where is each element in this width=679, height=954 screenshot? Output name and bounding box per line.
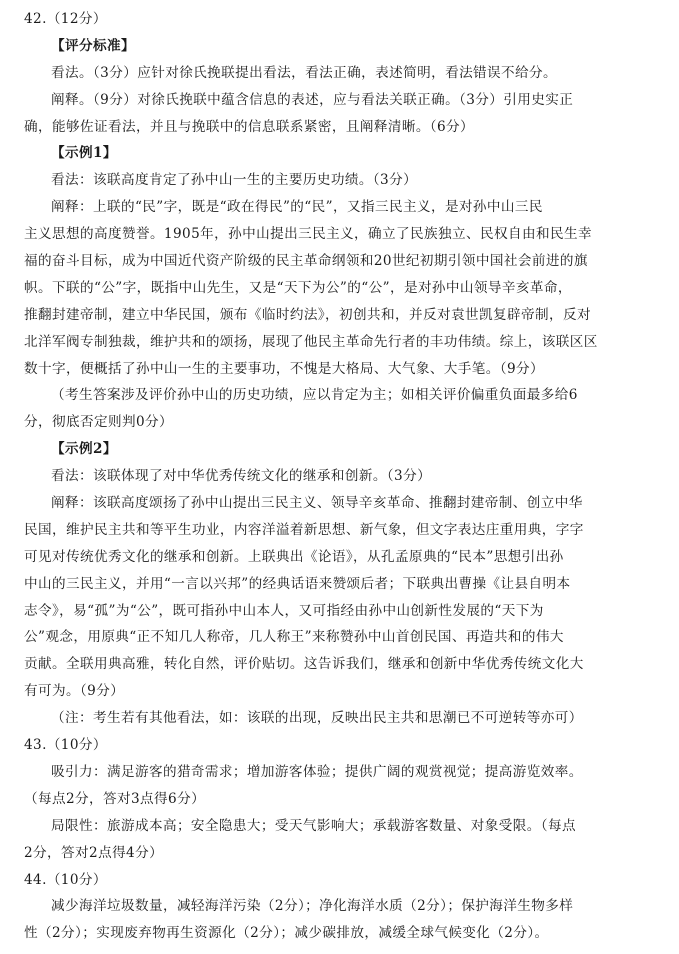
example-1-heading: 【示例1】 [51, 145, 117, 162]
example-1-explanation-line-2: 主义思想的高度赞誉。1905年，孙中山提出三民主义，确立了民族独立、民权自由和民生幸 [24, 226, 592, 243]
example-1-note-line-2: 分，彻底否定则判0分） [24, 414, 173, 431]
example-1-explanation-line-3: 福的奋斗目标，成为中国近代资产阶级的民主革命纲领和20世纪初期引领中国社会前进的旗 [24, 253, 588, 270]
question-43-heading: 43.（10分） [24, 737, 107, 754]
example-2-explanation-line-1: 阐释：该联高度颂扬了孙中山提出三民主义、领导辛亥革命、推翻封建帝制、创立中华 [51, 495, 583, 512]
question-43-attraction-line-2: （每点2分，答对3点得6分） [24, 790, 206, 807]
example-1-explanation-line-7: 数十字，便概括了孙中山一生的主要事功，不愧是大格局、大气象、大手笔。（9分） [24, 360, 545, 377]
question-43-limitation-line-2: 2分，答对2点得4分） [24, 844, 164, 861]
question-43-limitation-line-1: 局限性：旅游成本高；安全隐患大；受天气影响大；承载游客数量、对象受限。（每点 [51, 817, 576, 834]
example-1-explanation-line-1: 阐释：上联的“民”字，既是“政在得民”的“民”，又指三民主义，是对孙中山三民 [51, 199, 543, 216]
example-2-explanation-line-2: 民国，维护民主共和等平生功业，内容洋溢着新思想、新气象，但文字表达庄重用典，字字 [24, 521, 584, 538]
question-44-heading: 44.（10分） [24, 871, 107, 888]
question-43-attraction-line-1: 吸引力：满足游客的猎奇需求；增加游客体验；提供广阔的观赏视觉；提高游览效率。 [51, 763, 583, 780]
example-2-explanation-line-8: 有可为。（9分） [24, 683, 125, 700]
example-2-explanation-line-4: 中山的三民主义，并用“一言以兴邦”的经典话语来赞颂后者；下联典出曹操《让县自明本 [24, 575, 571, 592]
example-2-view: 看法：该联体现了对中华优秀传统文化的继承和创新。（3分） [51, 468, 432, 485]
example-2-explanation-line-3: 可见对传统优秀文化的继承和创新。上联典出《论语》，从孔孟原典的“民本”思想引出孙 [24, 548, 564, 565]
example-2-heading: 【示例2】 [51, 441, 117, 458]
question-44-answer-line-1: 减少海洋垃圾数量，减轻海洋污染（2分）；净化海洋水质（2分）；保护海洋生物多样 [51, 898, 574, 915]
example-2-explanation-line-7: 贡献。全联用典高雅，转化自然，评价贴切。这告诉我们，继承和创新中华优秀传统文化大 [24, 656, 584, 673]
example-1-note-line-1: （考生答案涉及评价孙中山的历史功绩，应以肯定为主；如相关评价偏重负面最多给6 [51, 387, 578, 404]
criteria-explanation-line-1: 阐释。（9分）对徐氏挽联中蕴含信息的表述，应与看法关联正确。（3分）引用史实正 [51, 91, 574, 108]
scoring-criteria-heading: 【评分标准】 [51, 37, 135, 54]
question-44-answer-line-2: 性（2分）；实现废弃物再生资源化（2分）；减少碳排放，减缓全球气候变化（2分）。 [24, 925, 549, 942]
question-42-heading: 42.（12分） [24, 11, 107, 27]
criteria-view-line: 看法。（3分）应针对徐氏挽联提出看法，看法正确，表述简明，看法错误不给分。 [51, 64, 558, 81]
example-1-view: 看法：该联高度肯定了孙中山一生的主要历史功绩。（3分） [51, 172, 418, 189]
example-1-explanation-line-4: 帜。下联的“公”字，既指中山先生，又是“天下为公”的“公”，是对孙中山领导辛亥革命， [24, 279, 572, 296]
example-2-explanation-line-5: 志令》，易“孤”为“公”，既可指孙中山本人，又可指经由孙中山创新性发展的“天下为 [24, 602, 544, 619]
example-1-explanation-line-5: 推翻封建帝制，建立中华民国，颁布《临时约法》，初创共和，并反对袁世凯复辟帝制，反对 [24, 306, 591, 323]
example-1-explanation-line-6: 北洋军阀专制独裁，维护共和的颂扬，展现了他民主革命先行者的丰功伟绩。综上，该联区区 [24, 333, 598, 350]
criteria-explanation-line-2: 确，能够佐证看法，并且与挽联中的信息联系紧密，且阐释清晰。（6分） [24, 118, 475, 135]
example-2-note: （注：考生若有其他看法，如：该联的出现，反映出民主共和思潮已不可逆转等亦可） [51, 710, 583, 727]
example-2-explanation-line-6: 公”观念，用原典“正不知几人称帝，几人称王”来称赞孙中山首创民国、再造共和的伟大 [24, 629, 564, 646]
